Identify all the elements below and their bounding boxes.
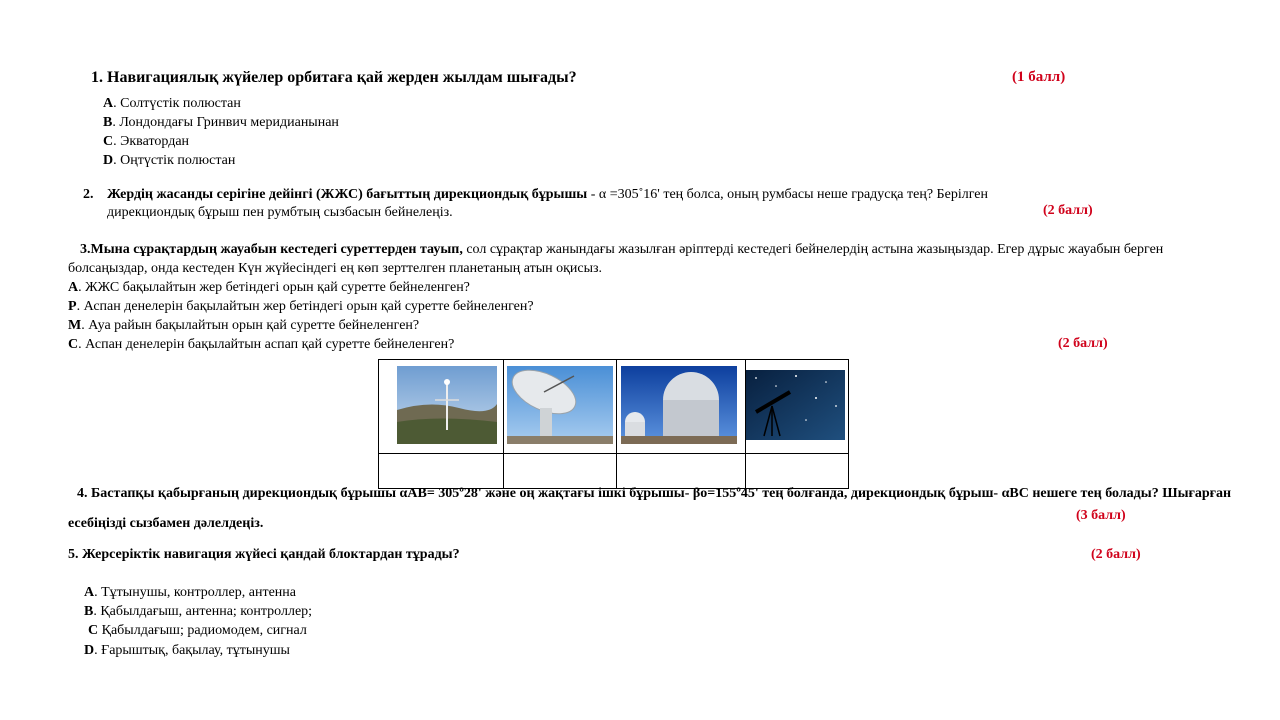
question-5-points: (2 балл) bbox=[1091, 547, 1141, 562]
q1-option-d: D. Оңтүстік полюстан bbox=[103, 153, 236, 168]
q1-option-c: С. Экватордан bbox=[103, 134, 190, 149]
telescope-image bbox=[746, 360, 848, 448]
satellite-dish-image bbox=[504, 360, 616, 448]
weather-station-image bbox=[379, 360, 503, 448]
q1-option-a: А. Солтүстік полюстан bbox=[103, 96, 241, 111]
q1-option-b: В. Лондондағы Гринвич меридианынан bbox=[103, 115, 339, 130]
q3-item-c: С. Аспан денелерін бақылайтын аспап қай суретте бейнеленген? bbox=[68, 337, 455, 352]
picture-cell-2 bbox=[504, 360, 617, 454]
observatory-image bbox=[617, 360, 745, 448]
question-3-text: 3.Мына сұрақтардың жауабын кестедегі суреттерден тауып, сол сұрақтар жанындағы жазылған әріптерді кестедегі бейнелердің астына жазыңыздар. Егер дұрыс жауабын берген болсаңыздар, онда кестеден Күн жүйесіндегі ең көп зерттелген планетаның атын оқисыз. А. ЖЖС бақылайтын жер бетіндегі орын қай суретте бейнеленген? Р. Аспан денелерін бақылайтын жер бетіндегі орын қай суретте бейнеленген? М. Ауа райын бақылайтын орын қай суретте бейнеленген? С. Аспан денелерін бақылайтын аспап қай суретте бейнеленген? bbox=[68, 240, 1228, 354]
question-1-text: 1. Навигациялық жүйелер орбитаға қай жерден жылдам шығады? bbox=[91, 69, 577, 86]
question-4-text: 4. Бастапқы қабырғаның дирекциондық бұрышы αAB= 305º28' және оң жақтағы ішкі бұрышы- βo=155º45' тең болғанда, дирекциондық бұрыш- αBC нешеге тең болады? Шығарған есебіңізді сызбамен дәлелдеңіз. bbox=[68, 486, 1232, 531]
question-1-points: (1 балл) bbox=[1012, 69, 1066, 85]
picture-cell-4 bbox=[746, 360, 849, 454]
q5-option-a: А. Тұтынушы, контроллер, антенна bbox=[84, 585, 296, 600]
q5-option-b: В. Қабылдағыш, антенна; контроллер; bbox=[84, 604, 313, 619]
question-3-points: (2 балл) bbox=[1058, 336, 1108, 351]
question-4-points: (3 балл) bbox=[1076, 508, 1126, 523]
question-5-text: 5. Жерсеріктік навигация жүйесі қандай блоктардан тұрады? bbox=[68, 547, 460, 562]
question-2-text: 2. Жердің жасанды серігіне дейінгі (ЖЖС) бағыттың дирекциондық бұрышы - α =305˚16' тең болса, оның румбасы неше градусқа тең? Берілген дирекциондық бұрыш пен румбтың сызбасын бейнелеңіз. bbox=[83, 187, 988, 220]
question-2-points: (2 балл) bbox=[1043, 203, 1093, 218]
q5-option-c: С Қабылдағыш; радиомодем, сигнал bbox=[88, 623, 307, 638]
q3-item-m: М. Ауа райын бақылайтын орын қай суретте бейнеленген? bbox=[68, 318, 420, 333]
q5-option-d: D. Ғарыштық, бақылау, тұтынушы bbox=[84, 643, 290, 658]
picture-cell-1 bbox=[379, 360, 504, 454]
picture-table bbox=[378, 359, 849, 489]
q3-item-a: А. ЖЖС бақылайтын жер бетіндегі орын қай суретте бейнеленген? bbox=[68, 280, 470, 295]
picture-cell-3 bbox=[617, 360, 746, 454]
q3-item-r: Р. Аспан денелерін бақылайтын жер бетіндегі орын қай суретте бейнеленген? bbox=[68, 299, 534, 314]
